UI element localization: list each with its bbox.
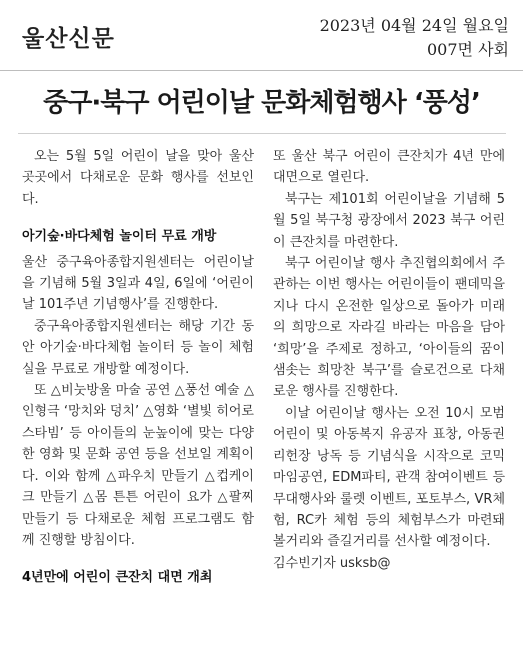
- masthead: [0, 0, 523, 78]
- headline-divider: [18, 133, 506, 134]
- subhead-1: 아기숲·바다체험 놀이터 무료 개방: [22, 229, 217, 245]
- paragraph-6: 북구 어린이날 행사 추진협의회에서 주관하는 이번 행사는 어린이들이 팬데믹을 지나 다시 온전한 일상으로 돌아가 미래의 희망으로 자라길 바라는 마음을 담아 ‘희망’을 주제로 정하고, ‘아이들의 꿈이 샘솟는 희망찬 북구’를 슬로건으로 다채로운 행사를 진행한다.: [273, 256, 505, 400]
- dateline: [320, 14, 509, 62]
- masthead-divider: [0, 70, 523, 71]
- article-column-right: [273, 146, 505, 574]
- subhead-2: 4년만에 어린이 큰잔치 대면 개최: [22, 570, 213, 586]
- article-column-left: [22, 146, 254, 593]
- article-headline: 중구·북구 어린이날 문화체험행사 ‘풍성’: [43, 88, 480, 118]
- paragraph-3: 또 △비눗방울 마술 공연 △풍선 예술 △인형극 ‘망치와 덩치’ △영화 ‘별빛 히어로 스타빔’ 등 아이들의 눈높이에 맞는 다양한 영화 및 문화 공연 등을 선보일 계획이다. 이와 함께 △파우치 만들기 △컵케이크 만들기 △몸 튼튼 어린이 요가 △팔찌 만들기 등 다채로운 체험 프로그램도 함께 진행할 방침이다.: [22, 383, 254, 548]
- paragraph-7: 이날 어린이날 행사는 오전 10시 모범 어린이 및 아동복지 유공자 표창, 아동권리헌장 낭독 등 기념식을 시작으로 코믹마임공연, EDM파티, 관객 참여이벤트 등 무대행사와 룰렛 이벤트, 포토부스, VR체험, RC카 체험 등의 체험부스가 마련돼 볼거리와 즐길거리를 선사할 예정이다.: [273, 405, 505, 550]
- byline: 김수빈기자 usksb@: [273, 555, 391, 571]
- paragraph-2: 중구육아종합지원센터는 해당 기간 동안 아기숲·바다체험 놀이터 등 놀이 체험실을 무료로 개방할 예정이다.: [22, 318, 254, 377]
- paragraph-4: 또 울산 북구 어린이 큰잔치가 4년 만에 대면으로 열린다.: [273, 149, 505, 186]
- lead-paragraph: 오는 5월 5일 어린이 날을 맞아 울산 곳곳에서 다채로운 문화 행사를 선보인다.: [22, 149, 254, 207]
- page-section: 007면 사회: [427, 40, 509, 59]
- paragraph-5: 북구는 제101회 어린이날을 기념해 5월 5일 북구청 광장에서 2023 북구 어린이 큰잔치를 마련한다.: [273, 191, 505, 250]
- publication-date: 2023년 04월 24일 월요일: [319, 16, 509, 35]
- paragraph-1: 울산 중구육아종합지원센터는 어린이날을 기념해 5월 3일과 4일, 6일에 ‘어린이날 101주년 기념행사’를 진행한다.: [22, 254, 254, 313]
- newspaper-name: 울산신문: [22, 26, 115, 52]
